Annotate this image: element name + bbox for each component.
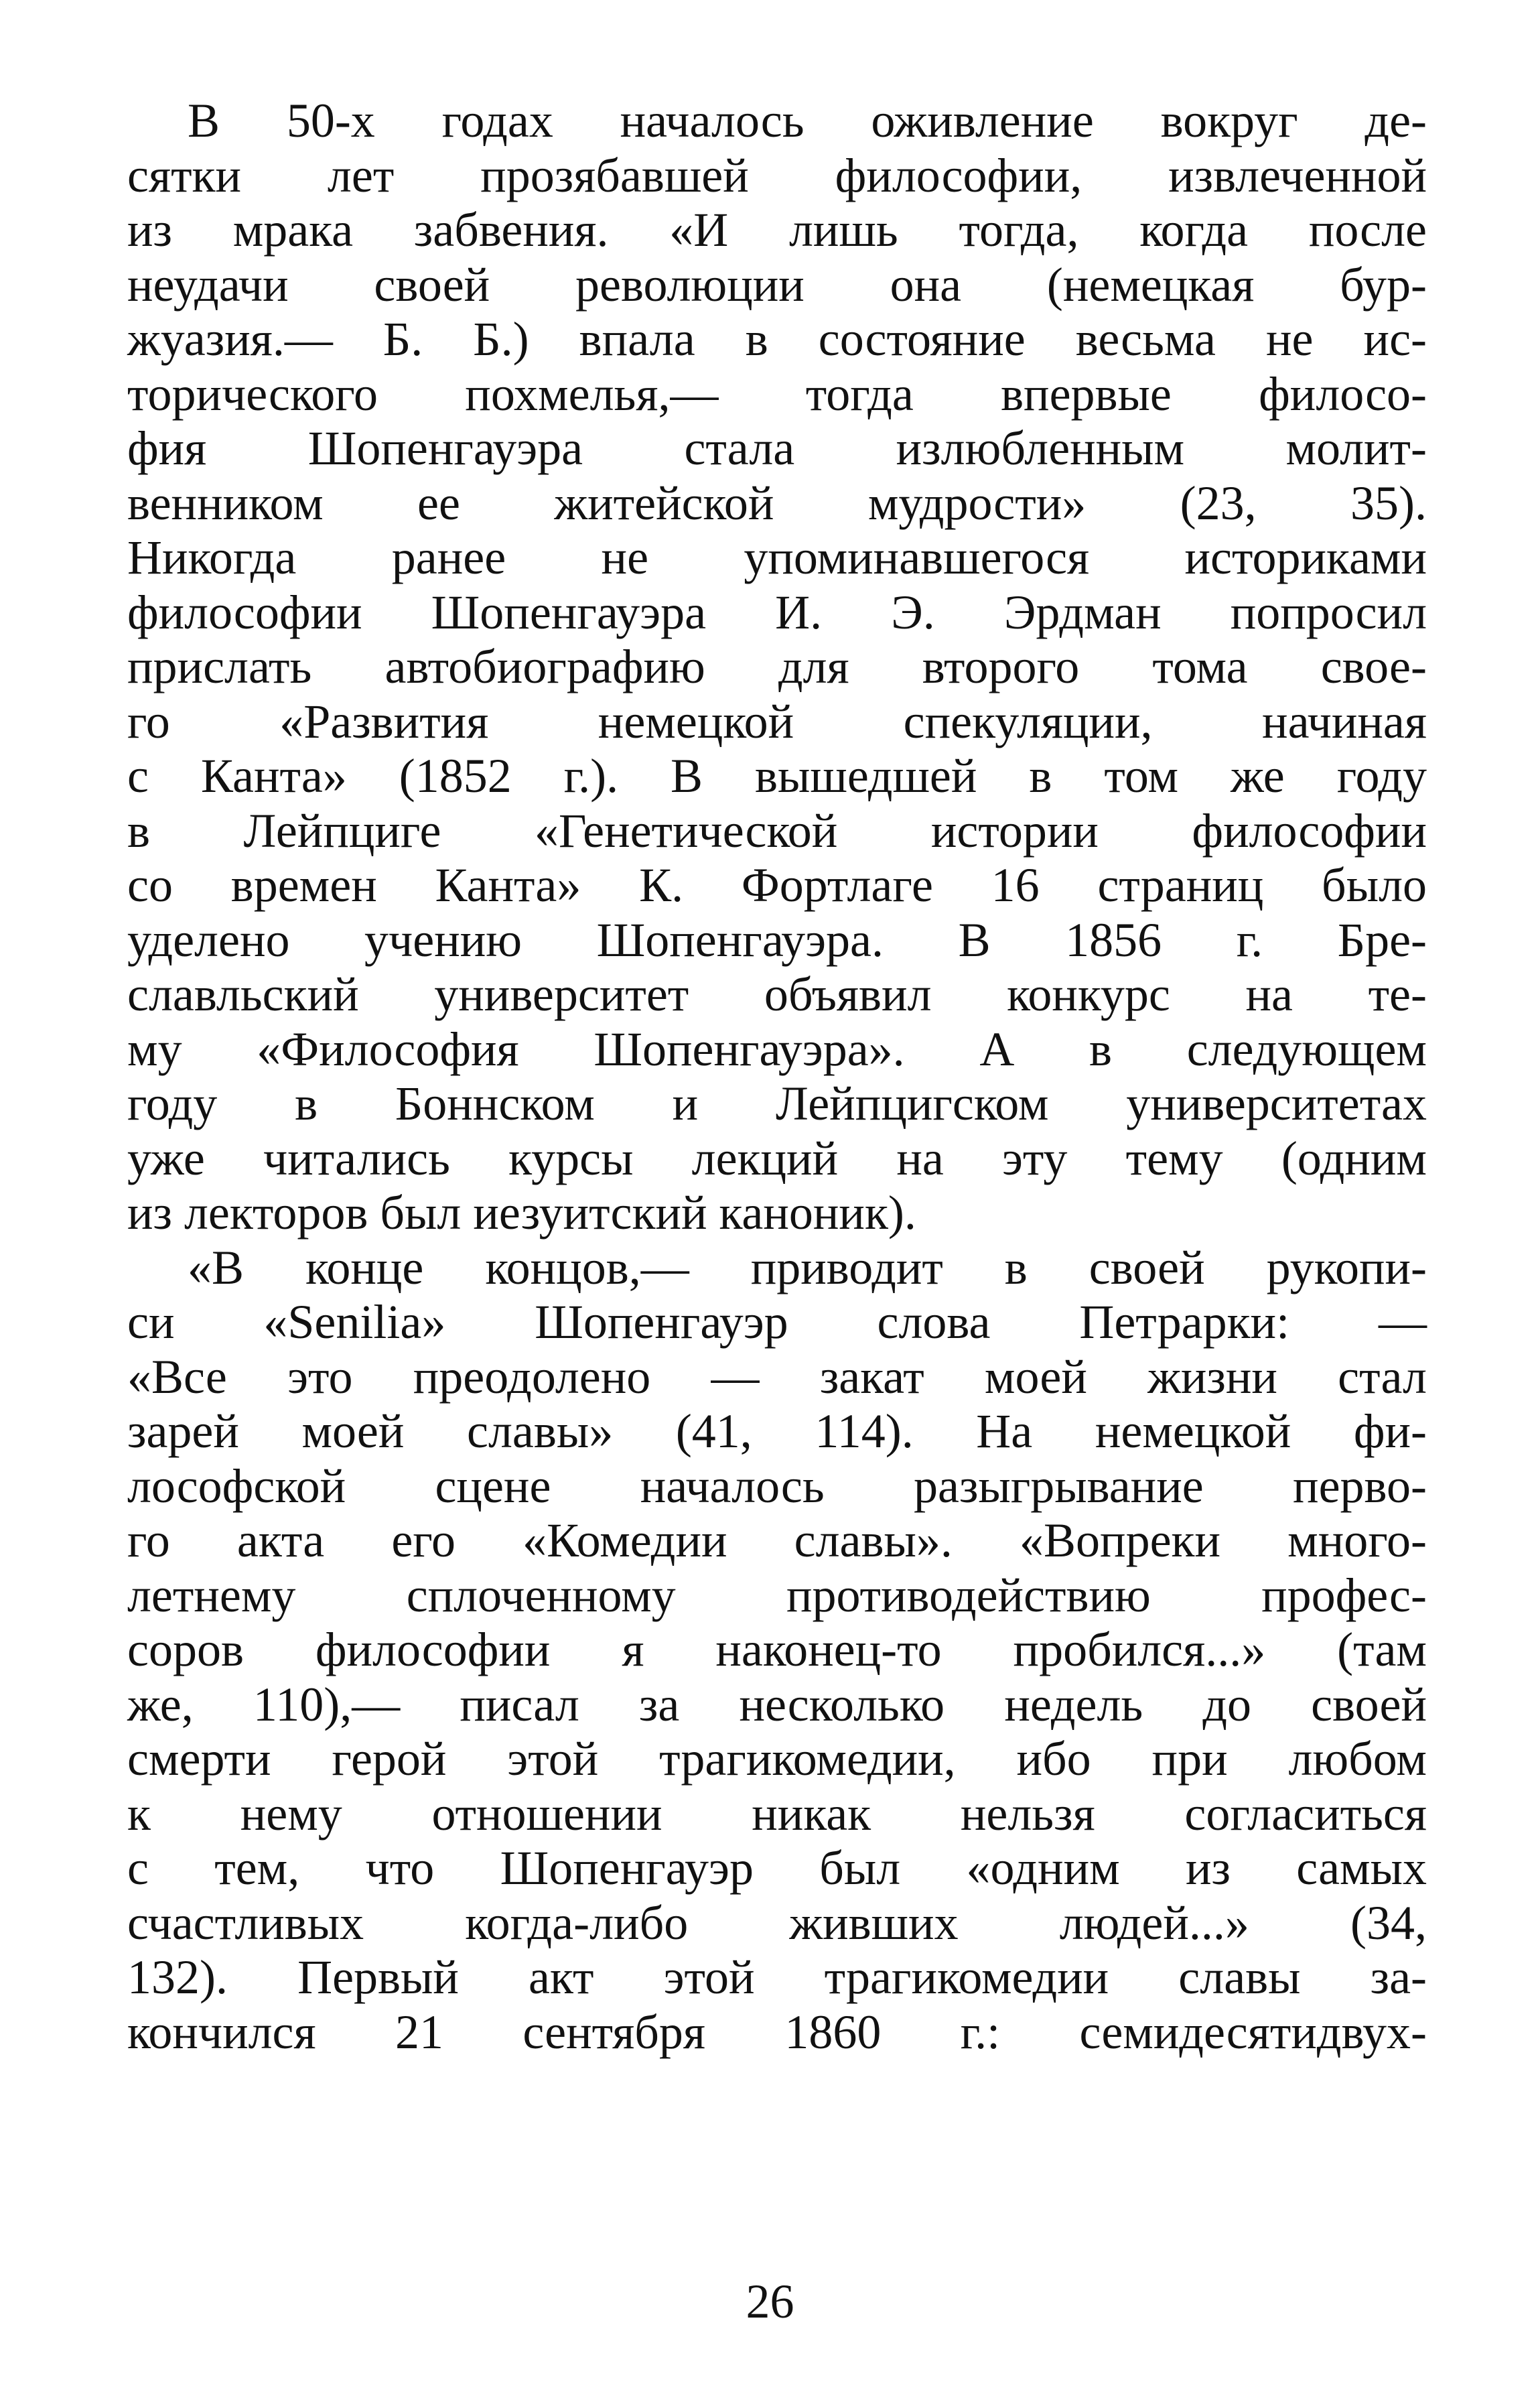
text-line: со времен Канта» К. Фортлаге 16 страниц было: [127, 858, 1427, 912]
text-line: смерти герой этой трагикомедии, ибо при любом: [127, 1732, 1427, 1786]
text-line: летнему сплоченному противодействию профес-: [127, 1568, 1427, 1622]
text-line: из мрака забвения. «И лишь тогда, когда после: [127, 203, 1427, 257]
text-line: с Канта» (1852 г.). В вышедшей в том же году: [127, 749, 1427, 803]
text-line: Никогда ранее не упоминавшегося историками: [127, 531, 1427, 584]
text-line: торического похмелья,— тогда впервые филосо-: [127, 366, 1427, 421]
text-line: с тем, что Шопенгауэр был «одним из самых: [127, 1841, 1427, 1895]
paragraph-1: [127, 94, 1427, 1241]
text-line: прислать автобиографию для второго тома свое-: [127, 640, 1427, 693]
text-line: к нему отношении никак нельзя согласиться: [127, 1786, 1427, 1841]
text-line: зарей моей славы» (41, 114). На немецкой фи-: [127, 1404, 1427, 1458]
text-line: «Все это преодолено — закат моей жизни стал: [127, 1349, 1427, 1404]
text-line: же, 110),— писал за несколько недель до своей: [127, 1677, 1427, 1731]
text-line: уже читались курсы лекций на эту тему (одним: [127, 1131, 1427, 1185]
text-line: счастливых когда-либо живших людей...» (34,: [127, 1895, 1427, 1950]
page-number: 26: [746, 2275, 794, 2328]
text-line: философии Шопенгауэра И. Э. Эрдман попросил: [127, 585, 1427, 639]
text-line: го акта его «Комедии славы». «Вопреки много-: [127, 1514, 1427, 1567]
text-line: соров философии я наконец-то пробился...» (там: [127, 1623, 1427, 1676]
text-line: си «Senilia» Шопенгауэр слова Петрарки: —: [127, 1295, 1427, 1349]
text-line: уделено учению Шопенгауэра. В 1856 г. Бре-: [127, 913, 1427, 967]
text-line: лософской сцене началось разыгрывание перво-: [127, 1459, 1427, 1513]
text-line: го «Развития немецкой спекуляции, начиная: [127, 694, 1427, 748]
text-line: году в Боннском и Лейпцигском университетах: [127, 1077, 1427, 1130]
text-line: «В конце концов,— приводит в своей рукопи-: [188, 1240, 1427, 1294]
text-line: кончился 21 сентября 1860 г.: семидесятидвух-: [127, 2005, 1427, 2059]
text-line: 132). Первый акт этой трагикомедии славы за-: [127, 1950, 1427, 2004]
text-line: му «Философия Шопенгауэра». А в следующем: [127, 1022, 1427, 1076]
page-text: [127, 94, 1427, 2060]
text-line: славльский университет объявил конкурс на те-: [127, 967, 1427, 1021]
text-line: неудачи своей революции она (немецкая бур-: [127, 257, 1427, 312]
text-line: сятки лет прозябавшей философии, извлеченной: [127, 148, 1427, 202]
text-line: жуазия.— Б. Б.) впала в состояние весьма не ис-: [127, 312, 1427, 366]
text-line: В 50-х годах началось оживление вокруг де-: [188, 94, 1427, 147]
text-line: из лекторов был иезуитский каноник).: [127, 1186, 916, 1240]
text-line: в Лейпциге «Генетической истории философии: [127, 803, 1427, 858]
text-line: венником ее житейской мудрости» (23, 35).: [127, 476, 1427, 530]
paragraph-2: [127, 1241, 1427, 2060]
text-line: фия Шопенгауэра стала излюбленным молит-: [127, 421, 1427, 475]
